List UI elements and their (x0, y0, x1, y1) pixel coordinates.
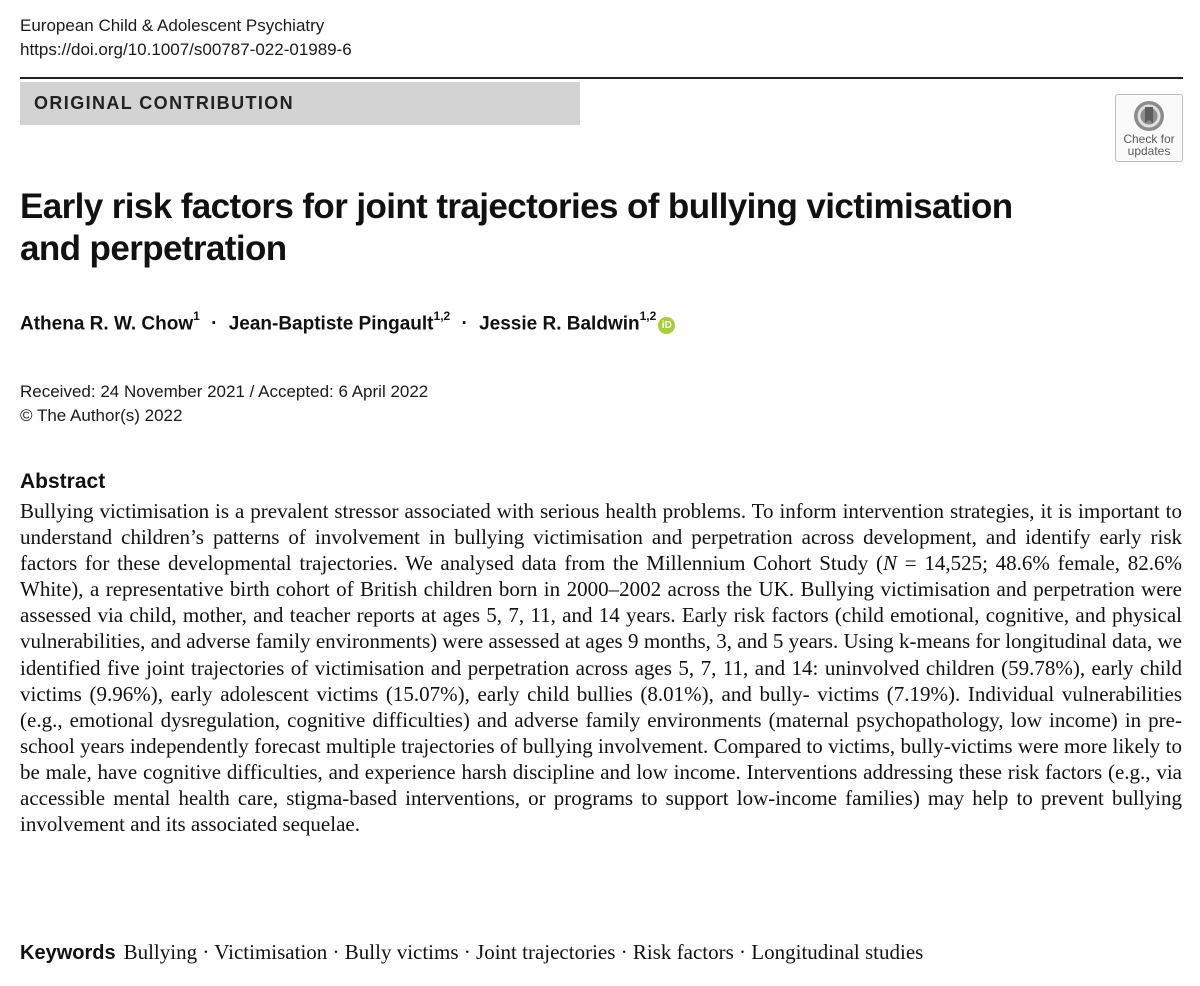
check-for-updates-button[interactable] (1115, 94, 1183, 162)
article-type-label: ORIGINAL CONTRIBUTION (34, 93, 295, 113)
abstract-heading: Abstract (20, 470, 106, 493)
article-dates (20, 380, 428, 428)
author-affiliation: 1 (193, 309, 200, 323)
article-title: Early risk factors for joint trajectories of bullying victimisation and perpetration (20, 187, 1013, 268)
sample-size-symbol: N (883, 551, 898, 576)
received-accepted-dates: Received: 24 November 2021 / Accepted: 6 April 2022 (20, 382, 429, 401)
abstract-text-rest: = 14,525; 48.6% female, 82.6% White), a representative birth cohort of British children born in 2000–2002 across the UK. Bullying victimisation and perpetration were assessed via child, mother, and teacher reports at ages 5, 7, 11, and 14 years. Early risk factors (child emotional, cognitive, and physical vulnerabilities, and adverse family environments) were assessed at ages 9 months, 3, and 5 years. Using k-means for longitudinal data, we identified five joint trajectories of victimisation and perpetration across ages 5, 7, 11, and 14: uninvolved children (59.78%), early child victims (9.96%), early adolescent victims (15.07%), early child bullies (8.01%), and bully- victims (7.19%). Individual vulnerabilities (e.g., emotional dysregulation, cognitive difficulties) and adverse family environments (maternal psychopathology, low income) in pre-school years independently forecast multiple trajectories of bullying involvement. Compared to victims, bully-victims were more likely to be male, have cognitive difficulties, and experience harsh discipline and low income. Interventions addressing these risk factors (e.g., via accessible mental health care, stigma-based interventions, or programs to support low-income families) may help to prevent bullying involvement and its associated sequelae. (20, 551, 1182, 837)
updates-label: updates (1127, 144, 1171, 158)
check-for-updates-icon (1132, 99, 1166, 133)
article-type-banner (20, 82, 580, 125)
author-name[interactable]: Jessie R. Baldwin (479, 313, 640, 335)
author-name[interactable]: Jean-Baptiste Pingault (228, 313, 434, 335)
check-for-label: Check for (1123, 132, 1175, 146)
author-list (20, 311, 675, 335)
doi-link[interactable]: https://doi.org/10.1007/s00787-022-01989-6 (20, 40, 352, 59)
author-affiliation: 1,2 (639, 309, 657, 323)
author-affiliation: 1,2 (433, 309, 451, 323)
keywords-section (20, 940, 923, 965)
header-divider (20, 77, 1183, 79)
journal-header (20, 14, 352, 62)
keywords-list: Bullying · Victimisation · Bully victims · Joint trajectories · Risk factors · Longitudinal studies (123, 940, 924, 964)
author-name[interactable]: Athena R. W. Chow (20, 313, 194, 335)
abstract-text-start: Bullying victimisation is a prevalent stressor associated with serious health problems. To inform intervention strategies, it is important to understand children’s patterns of involvement in bullying victimisation and perpetration across development, and identify early risk factors for these developmental trajectories. We analysed data from the Millennium Cohort Study ( (20, 499, 1182, 576)
abstract-body (20, 498, 1182, 837)
author-separator: · (211, 313, 218, 335)
orcid-icon[interactable]: iD (658, 317, 675, 334)
journal-name: European Child & Adolescent Psychiatry (20, 16, 325, 35)
copyright-notice: © The Author(s) 2022 (20, 406, 183, 425)
author-separator: · (461, 313, 468, 335)
keywords-label: Keywords (20, 942, 116, 964)
